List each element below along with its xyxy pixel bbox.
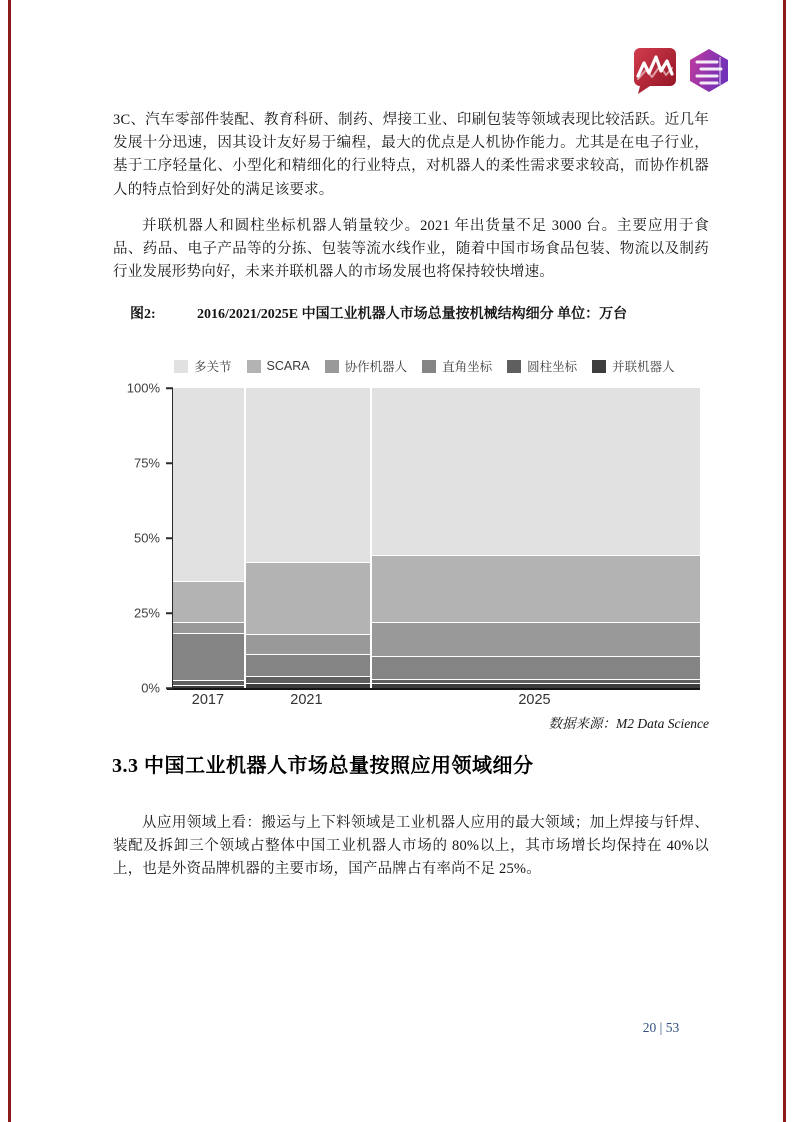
x-label-cell: [369, 692, 700, 708]
page-border-right-rule: [783, 0, 786, 1122]
paragraph-collab-robots: 3C、汽车零部件装配、教育科研、制药、焊接工业、印刷包装等领域表现比较活跃。近几年发展十分迅速，因其设计友好易于编程，最大的优点是人机协作能力。尤其是在电子行业，基于工序轻量化、小型化和精细化的行业特点，对机器人的柔性需求要求较高，而协作机器人的特点恰到好处的满足该要求。: [113, 112, 709, 198]
company-logo: [630, 46, 731, 95]
mekko-column-2017: [173, 388, 244, 688]
legend-label: 协作机器人: [344, 360, 408, 374]
mekko-chart: [172, 388, 700, 688]
legend-item: [592, 357, 675, 375]
y-tick-mark: [166, 462, 173, 464]
legend-swatch: [325, 360, 339, 373]
x-axis-label: 2025: [518, 692, 551, 708]
mekko-plot: [172, 388, 700, 688]
x-axis-label: 2017: [191, 692, 225, 708]
y-tick-label: 0%: [141, 680, 160, 696]
mekko-segment: [173, 633, 244, 680]
legend-item: [247, 359, 310, 373]
y-axis-labels: [126, 380, 166, 696]
legend-swatch: [507, 360, 521, 373]
page-number: 20 | 53: [642, 1020, 680, 1035]
legend-item: [325, 357, 408, 375]
mekko-segment: [173, 388, 244, 581]
cube-layers-logo-icon: [687, 47, 731, 94]
mekko-segment: [372, 622, 700, 655]
legend-item: [507, 357, 577, 375]
paragraph-parallel-robots: 并联机器人和圆柱坐标机器人销量较少。2021 年出货量不足 3000 台。主要应用于食品、药品、电子产品等的分拣、包装等流水线作业，随着中国市场食品包装、物流以及制药行业发展形势向好，未来并联机器人的市场发展也将保持较快增速。: [113, 218, 709, 281]
chart-legend: [174, 357, 675, 375]
legend-label: 并联机器人: [612, 360, 675, 374]
paragraph-application-fields: 从应用领域上看：搬运与上下料领域是工业机器人应用的最大领域；加上焊接与钎焊、装配及拆卸三个领域占整体中国工业机器人市场的 80%以上，其市场增长均保持在 40%以上，也是外资品牌机器的主要市场，国产品牌占有率尚不足 25%。: [113, 815, 709, 878]
mekko-segment: [246, 634, 370, 654]
mekko-segment: [372, 656, 700, 679]
mekko-segment: [246, 654, 370, 676]
chart-source: 数据来源：M2 Data Science: [548, 716, 709, 731]
section-heading-3-3: 3.3 中国工业机器人市场总量按照应用领域细分: [112, 755, 534, 777]
y-tick-mark: [166, 537, 173, 539]
y-tick-label: 50%: [133, 530, 160, 546]
legend-label: 多关节: [194, 360, 232, 374]
figure-label: 图2:: [130, 307, 156, 322]
legend-swatch: [247, 360, 261, 373]
y-tick-mark: [166, 687, 173, 689]
page-border-left-rule: [8, 0, 11, 1122]
x-axis-labels: [172, 692, 700, 708]
legend-swatch: [422, 360, 436, 373]
mekko-segment: [173, 581, 244, 622]
figure-caption: [130, 303, 710, 323]
y-tick-label: 75%: [133, 455, 160, 471]
mekko-segment: [246, 388, 370, 562]
mekko-segment: [246, 676, 370, 683]
mekko-columns: [173, 388, 700, 688]
legend-label: 直角坐标: [442, 360, 493, 374]
mekko-segment: [372, 388, 700, 555]
x-axis-baseline: [167, 688, 700, 690]
mekko-segment: [246, 562, 370, 634]
x-label-cell: [172, 692, 244, 708]
mekko-column-2021: [244, 388, 370, 688]
y-tick-label: 100%: [126, 380, 160, 396]
legend-swatch: [174, 360, 188, 373]
y-tick-label: 25%: [133, 605, 160, 621]
mekko-segment: [372, 555, 700, 622]
x-axis-label: 2021: [290, 692, 323, 708]
legend-label: 圆柱坐标: [527, 360, 578, 374]
mekko-segment: [173, 622, 244, 633]
legend-item: [422, 357, 492, 375]
legend-swatch: [592, 360, 606, 373]
y-tick-mark: [166, 612, 173, 614]
mekko-column-2025: [370, 388, 700, 688]
y-tick-mark: [166, 387, 173, 389]
legend-item: [174, 357, 232, 375]
figure-title: 2016/2021/2025E 中国工业机器人市场总量按机械结构细分 单位：万台: [197, 307, 628, 322]
x-label-cell: [244, 692, 369, 708]
legend-label: SCARA: [266, 359, 310, 373]
pulse-bubble-logo-icon: [630, 46, 678, 95]
